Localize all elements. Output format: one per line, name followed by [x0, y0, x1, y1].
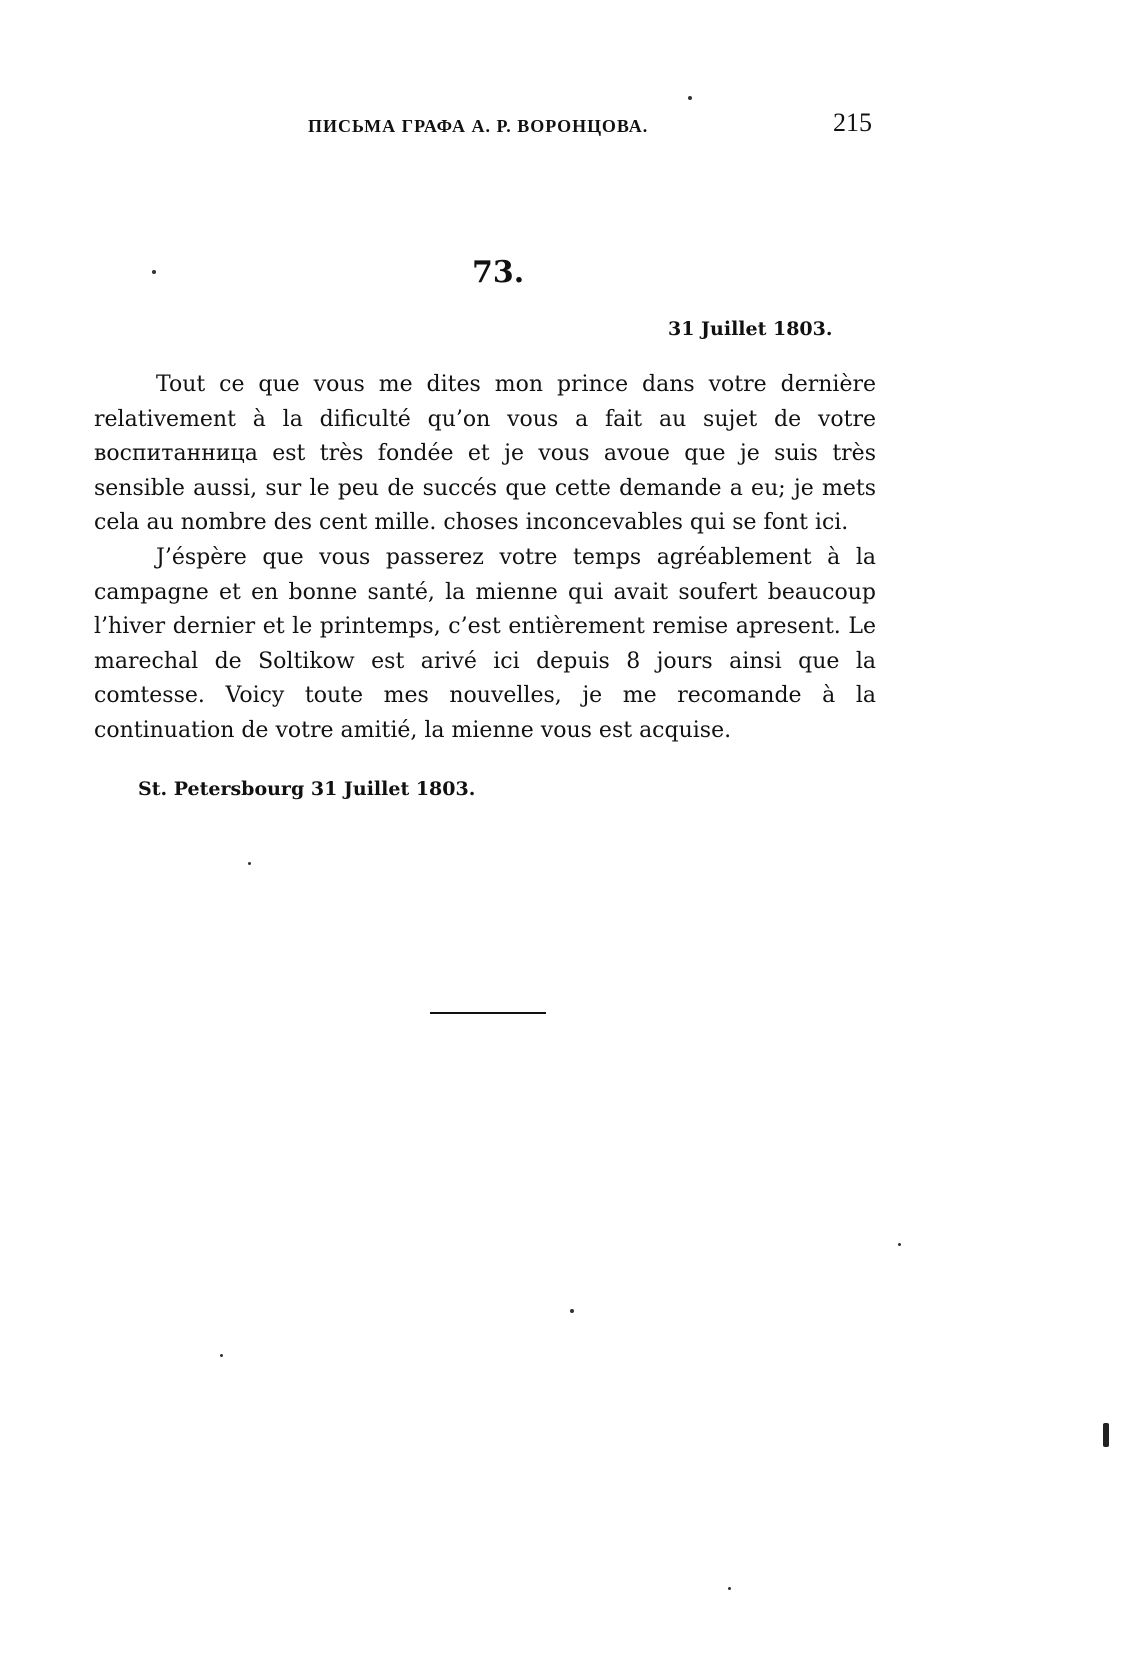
- scan-speck: [728, 1587, 731, 1590]
- scan-speck: [248, 862, 251, 865]
- scan-speck: [152, 270, 156, 274]
- scan-speck: [688, 96, 692, 100]
- scan-speck: [898, 1243, 901, 1246]
- paragraph-2: J’éspère que vous passerez votre temps agréablement à la campagne et en bonne santé, la mienne qui avait soufert beaucoup l’hiver dernier et le printemps, c’est entièrement remise apresent. Le marechal de Soltikow est arivé ici depuis 8 jours ainsi que la comtesse. Voicy toute mes nouvelles, je me recomande à la continuation de votre amitié, la mienne vous est acquise.: [94, 544, 876, 743]
- letter-date: 31 Juillet 1803.: [668, 318, 833, 340]
- letter-body: [94, 368, 876, 749]
- scan-speck: [1103, 1423, 1109, 1447]
- paragraph-1: Tout ce que vous me dites mon prince dans votre dernière relativement à la dificulté qu’on vous a fait au sujet de votre воспитанница est très fondée et je vous avoue que je suis très sensible aussi, sur le peu de succés que cette demande a eu; je mets cela au nombre des cent mille. choses inconcevables qui se font ici.: [94, 372, 876, 536]
- scan-speck: [570, 1309, 574, 1313]
- page-number: 215: [833, 108, 872, 137]
- section-divider: [430, 1012, 546, 1014]
- closing-place-date: St. Petersbourg 31 Juillet 1803.: [138, 778, 476, 800]
- letter-number: 73.: [472, 255, 525, 290]
- scan-speck: [220, 1354, 223, 1357]
- running-title: ПИСЬМА ГРАФА А. Р. ВОРОНЦОВА.: [308, 116, 649, 136]
